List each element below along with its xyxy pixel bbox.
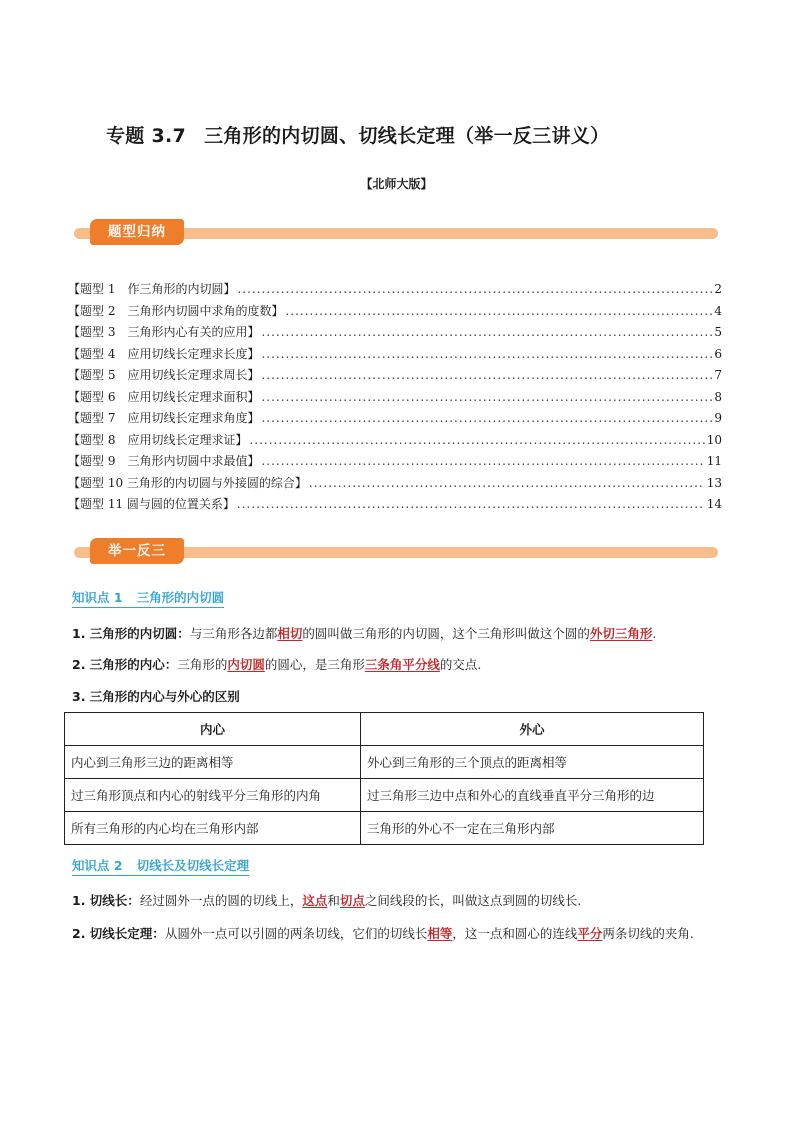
paragraph-difference: 3. 三角形的内心与外心的区别 — [72, 689, 240, 704]
section-banner-practice — [74, 538, 718, 564]
table-cell: 内心到三角形三边的距离相等 — [65, 746, 361, 779]
toc-item[interactable]: 【题型 10 三角形的内切圆与外接圆的综合】 ..... 13 — [68, 473, 722, 495]
knowledge-point-heading: 知识点 2 切线长及切线长定理 — [72, 858, 250, 873]
edition-label: 【北师大版】 — [360, 177, 433, 191]
toc-item[interactable]: 【题型 1 作三角形的内切圆】 ..... 2 — [68, 279, 722, 301]
toc-item[interactable]: 【题型 9 三角形内切圆中求最值】 ..... 11 — [68, 451, 722, 473]
paragraph-tangent-length: 1. 切线长：经过圆外一点的圆的切线上，这点和切点之间线段的长，叫做这点到圆的切线长. — [72, 893, 582, 908]
key-term: 平分 — [577, 926, 603, 941]
toc-item[interactable]: 【题型 5 应用切线长定理求周长】 ..... 7 — [68, 365, 722, 387]
table-cell: 外心到三角形的三个顶点的距离相等 — [361, 746, 704, 779]
toc-item[interactable]: 【题型 6 应用切线长定理求面积】 ..... 8 — [68, 387, 722, 409]
section-banner-summary — [74, 219, 718, 245]
document-title — [106, 121, 609, 148]
banner-tab: 举一反三 — [90, 538, 184, 564]
table-cell: 过三角形顶点和内心的射线平分三角形的内角 — [65, 779, 361, 812]
toc-item[interactable]: 【题型 3 三角形内心有关的应用】 ..... 5 — [68, 322, 722, 344]
key-term: 切点 — [339, 893, 365, 908]
key-term: 这点 — [302, 893, 328, 908]
key-term: 内切圆 — [227, 657, 265, 672]
table-row — [65, 779, 704, 812]
paragraph-incircle: 1. 三角形的内切圆：与三角形各边都相切的圆叫做三角形的内切圆，这个三角形叫做这个圆的外切三角形. — [72, 626, 657, 641]
key-term: 相切 — [277, 626, 303, 641]
table-cell: 所有三角形的内心均在三角形内部 — [65, 812, 361, 845]
toc-item[interactable]: 【题型 4 应用切线长定理求长度】 ..... 6 — [68, 344, 722, 366]
table-row — [65, 746, 704, 779]
key-term: 三条角平分线 — [364, 657, 440, 672]
toc-item[interactable]: 【题型 8 应用切线长定理求证】 ..... 10 — [68, 430, 722, 452]
table-row — [65, 812, 704, 845]
banner-tab: 题型归纳 — [90, 219, 184, 245]
toc-item[interactable]: 【题型 7 应用切线长定理求角度】 ..... 9 — [68, 408, 722, 430]
key-term: 外切三角形 — [589, 626, 653, 641]
paragraph-tangent-theorem: 2. 切线长定理：从圆外一点可以引圆的两条切线，它们的切线长相等，这一点和圆心的连线平分两条切线的夹角. — [72, 926, 694, 941]
table-of-contents — [68, 279, 722, 516]
key-term: 相等 — [427, 926, 453, 941]
column-header: 内心 — [65, 713, 361, 746]
paragraph-incenter: 2. 三角形的内心：三角形的内切圆的圆心，是三角形三条角平分线的交点. — [72, 657, 482, 672]
column-header: 外心 — [361, 713, 704, 746]
knowledge-point-heading: 知识点 1 三角形的内切圆 — [72, 590, 225, 605]
toc-item[interactable]: 【题型 2 三角形内切圆中求角的度数】 ..... 4 — [68, 301, 722, 323]
toc-item[interactable]: 【题型 11 圆与圆的位置关系】 ..... 14 — [68, 494, 722, 516]
title-main: 三角形的内切圆、切线长定理（举一反三讲义） — [204, 125, 610, 147]
table-header-row — [65, 713, 704, 746]
comparison-table — [64, 712, 704, 845]
table-cell: 三角形的外心不一定在三角形内部 — [361, 812, 704, 845]
title-prefix: 专题 3.7 — [106, 125, 187, 147]
table-cell: 过三角形三边中点和外心的直线垂直平分三角形的边 — [361, 779, 704, 812]
